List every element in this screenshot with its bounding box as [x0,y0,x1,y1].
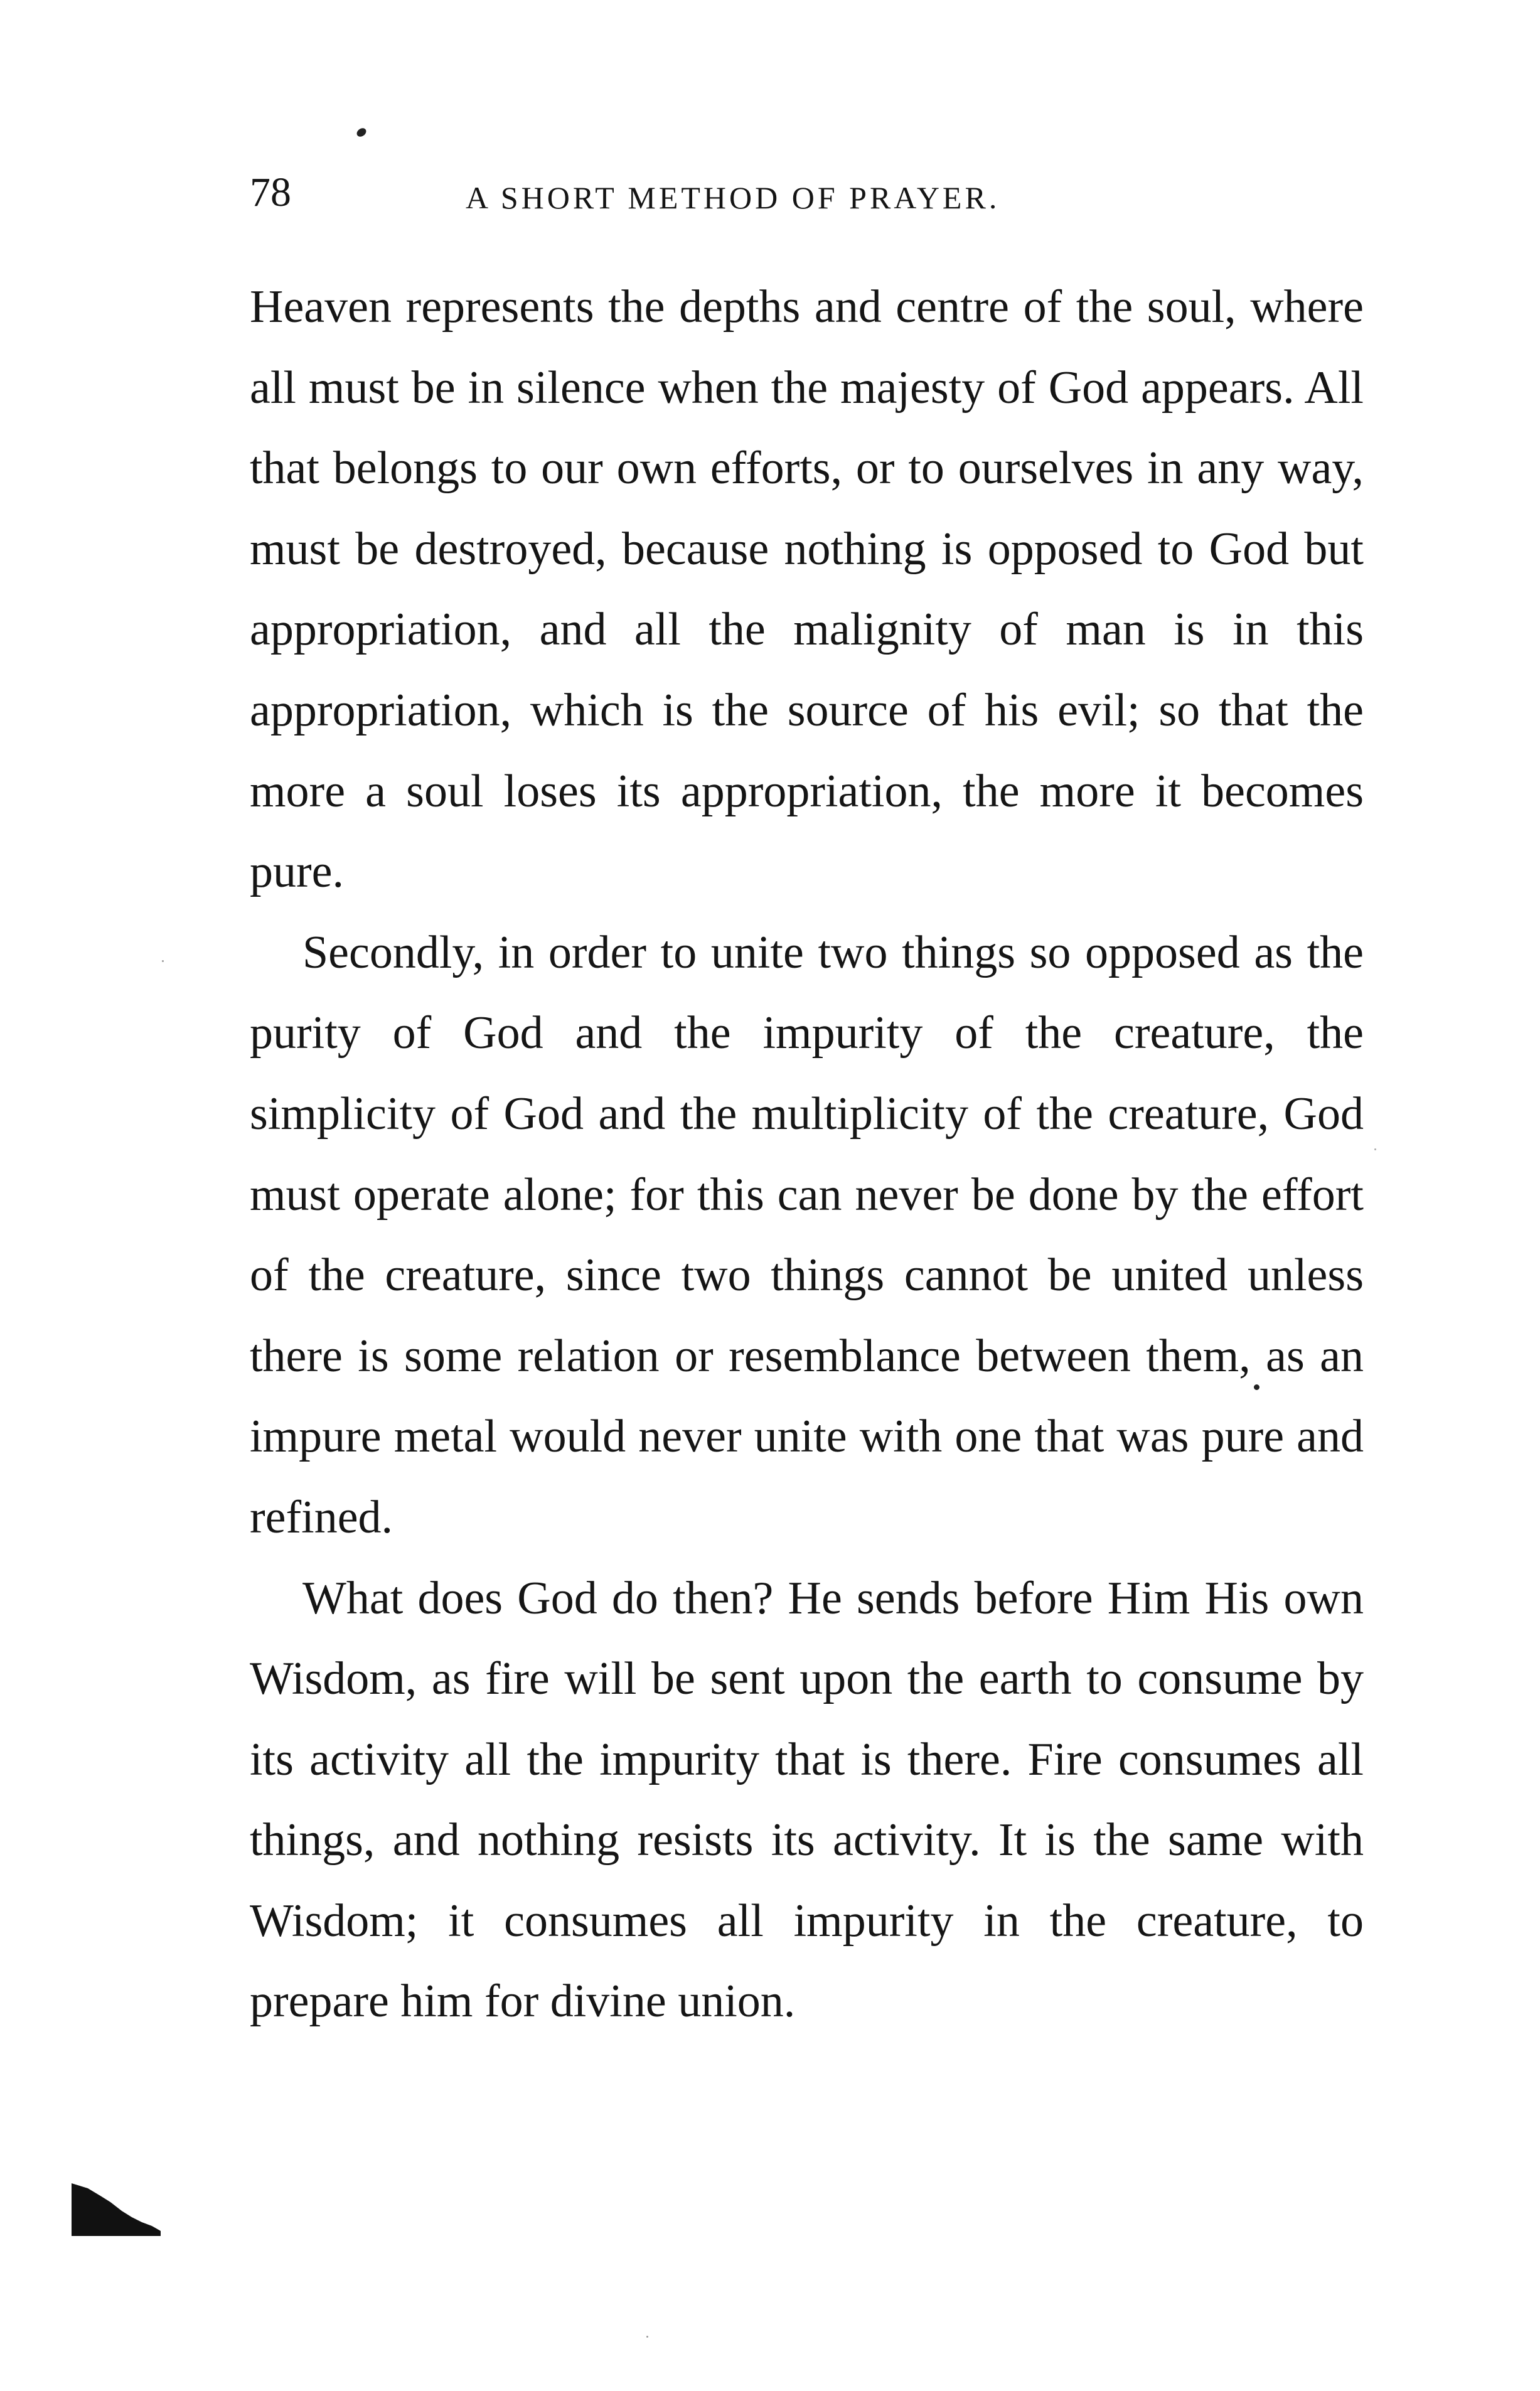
paragraph-1: Heaven represents the depths and centre of the soul, where all must be in silence when the majesty of God appears. All that belongs to our own efforts, or to ourselves in any way, must be destroyed, because nothing is opposed to God but appropriation, and all the malignity of man is in this appropriation, which is the source of his evil; so that the more a soul loses its appropriation, the more it becomes pure. [250,281,1364,898]
body-text [250,267,1364,2042]
ink-speck [646,2336,648,2338]
ink-speck [1374,1148,1376,1150]
ink-speck [1254,1384,1259,1390]
running-head-title: A SHORT METHOD OF PRAYER. [466,180,1000,215]
page-number: 78 [250,169,291,215]
paragraph-3: What does God do then? He sends before Him His own Wisdom, as fire will be sent upon the earth to consume by its activity all the impurity that is there. Fire consumes all things, and nothing resists its activity. It is the same with Wisdom; it consumes all impurity in the creature, to prepare him for divine union. [250,1572,1364,2028]
page-corner-mark [69,2181,163,2237]
running-head [250,164,1367,221]
paragraph-2: Secondly, in order to unite two things so opposed as the purity of God and the impurity of the creature, the simplicity of God and the multiplicity of the creature, God must operate alone; for this can never be done by the effort of the creature, since two things cannot be united unless there is some relation or resemblance between them, as an impure metal would never unite with one that was pure and refined. [250,926,1364,1543]
ink-speck [162,960,164,962]
ink-speck [355,126,368,138]
